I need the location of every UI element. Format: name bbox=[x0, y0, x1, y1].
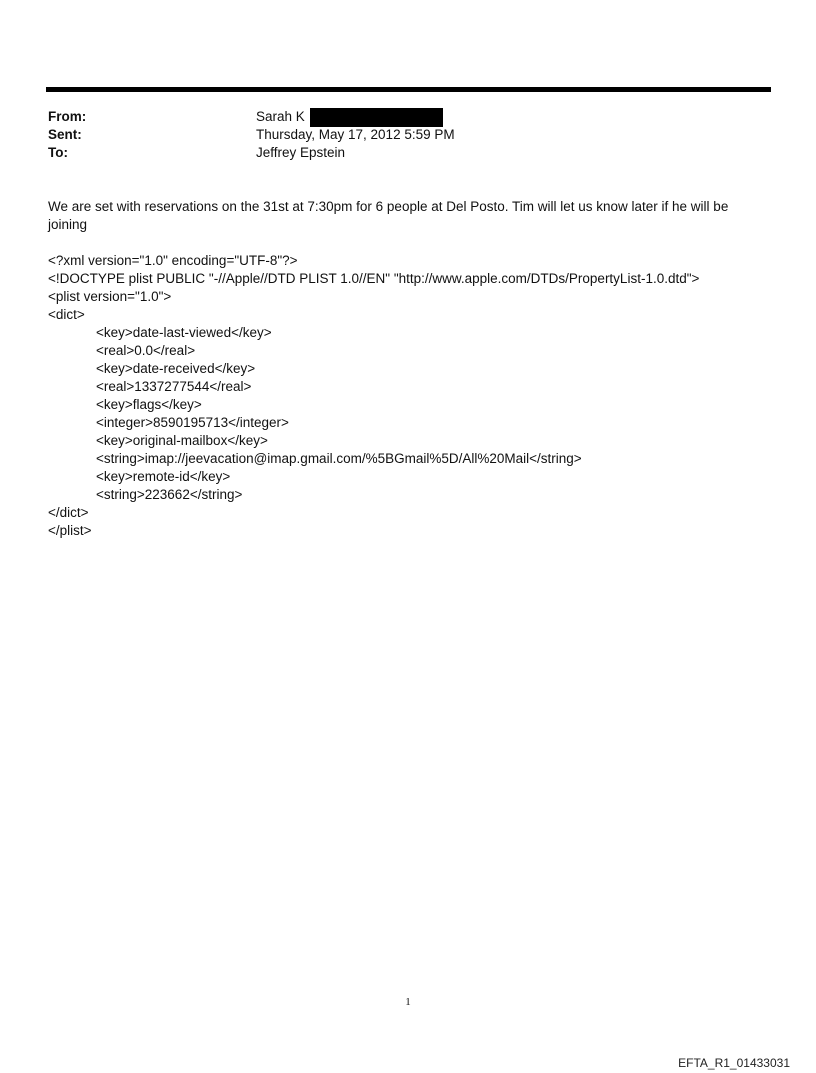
from-value bbox=[256, 108, 443, 127]
redaction-block bbox=[310, 108, 443, 127]
plist-line: <key>original-mailbox</key> bbox=[96, 433, 268, 448]
plist-line: <key>flags</key> bbox=[96, 397, 202, 412]
plist-line: </plist> bbox=[48, 523, 92, 538]
to-row bbox=[48, 144, 748, 162]
plist-line: <real>1337277544</real> bbox=[96, 379, 252, 394]
sent-row bbox=[48, 126, 748, 144]
plist-line: </dict> bbox=[48, 505, 89, 520]
to-value: Jeffrey Epstein bbox=[256, 145, 346, 160]
from-row bbox=[48, 108, 748, 126]
plist-block bbox=[48, 252, 768, 540]
to-label: To: bbox=[48, 145, 68, 160]
plist-line: <key>remote-id</key> bbox=[96, 469, 231, 484]
plist-line: <plist version="1.0"> bbox=[48, 289, 172, 304]
plist-line: <key>date-last-viewed</key> bbox=[96, 325, 272, 340]
plist-line: <key>date-received</key> bbox=[96, 361, 256, 376]
sent-value: Thursday, May 17, 2012 5:59 PM bbox=[256, 127, 455, 142]
plist-line: <!DOCTYPE plist PUBLIC "-//Apple//DTD PLIST 1.0//EN" "http://www.apple.com/DTDs/PropertyList-1.0.dtd"> bbox=[48, 271, 700, 286]
email-header bbox=[48, 108, 748, 162]
sent-label: Sent: bbox=[48, 127, 82, 142]
from-label: From: bbox=[48, 109, 87, 124]
page-number: 1 bbox=[405, 996, 411, 1008]
plist-line: <string>imap://jeevacation@imap.gmail.com/%5BGmail%5D/All%20Mail</string> bbox=[96, 451, 582, 466]
plist-line: <real>0.0</real> bbox=[96, 343, 196, 358]
plist-line: <dict> bbox=[48, 307, 85, 322]
plist-line: <string>223662</string> bbox=[96, 487, 243, 502]
plist-line: <?xml version="1.0" encoding="UTF-8"?> bbox=[48, 253, 298, 268]
plist-line: <integer>8590195713</integer> bbox=[96, 415, 289, 430]
header-rule bbox=[46, 87, 771, 92]
from-name: Sarah K bbox=[256, 109, 305, 124]
message-body: We are set with reservations on the 31st at 7:30pm for 6 people at Del Posto. Tim will let us know later if he will be joining bbox=[48, 199, 729, 232]
bates-number: EFTA_R1_01433031 bbox=[678, 1056, 790, 1070]
